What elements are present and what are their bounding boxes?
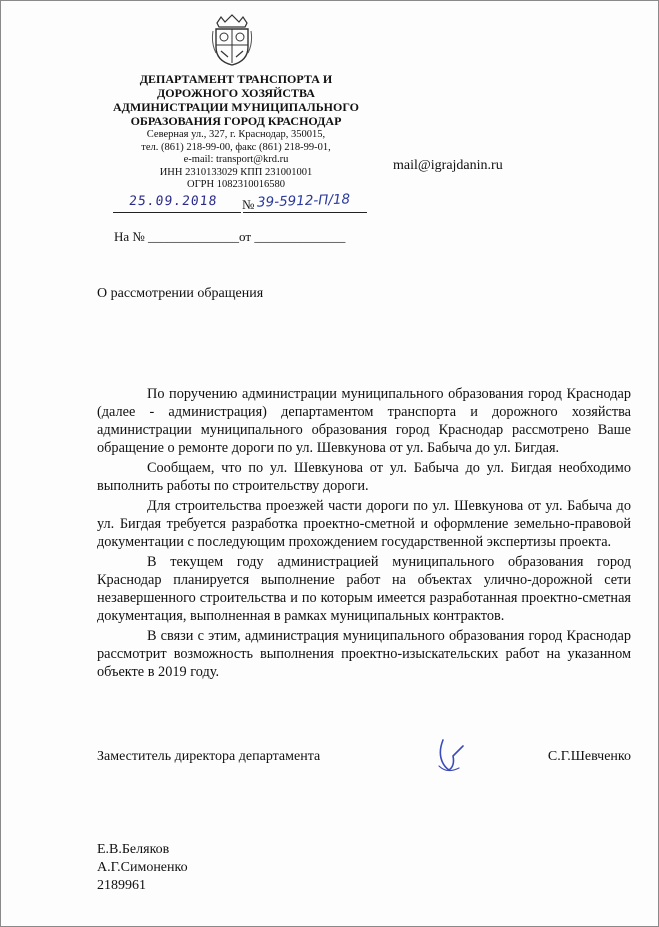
email-line: e-mail: transport@krd.ru — [183, 154, 289, 165]
executor-name: Е.В.Беляков — [97, 842, 170, 857]
body-paragraph: В связи с этим, администрация муниципального образования город Краснодар рассмотрит возможность выполнения проектно-изыскательских работ на указанном объекте в 2019 году. — [97, 628, 631, 680]
letter-body — [97, 385, 631, 683]
org-line: АДМИНИСТРАЦИИ МУНИЦИПАЛЬНОГО — [112, 100, 360, 114]
org-line: ОБРАЗОВАНИЯ ГОРОД КРАСНОДАР — [130, 114, 342, 128]
reference-line: На № ______________от ______________ — [114, 229, 346, 244]
body-paragraph: В текущем году администрацией муниципального образования город Краснодар планируется выполнение работ на объектах улично-дорожной сети незавершенного строительства и по которым имеется разработанная проектно-сметная документация, выполненная в рамках муниципальных контрактов. — [97, 554, 631, 624]
date-underline — [113, 212, 241, 213]
org-line: ДЕПАРТАМЕНТ ТРАНСПОРТА И — [139, 72, 333, 86]
org-line: ДОРОЖНОГО ХОЗЯЙСТВА — [157, 86, 315, 100]
signer-name: С.Г.Шевченко — [547, 749, 631, 764]
number-sign: № — [242, 197, 255, 212]
organization-address — [101, 129, 371, 192]
signer-position: Заместитель директора департамента — [97, 749, 321, 764]
handwritten-signature — [429, 736, 469, 776]
executor-phone: 2189961 — [97, 878, 146, 893]
number-underline — [243, 212, 367, 213]
letter-subject: О рассмотрении обращения — [97, 286, 264, 301]
registration-number: 39-5912-П/18 — [256, 191, 351, 211]
address-line: Северная ул., 327, г. Краснодар, 350015, — [146, 129, 326, 140]
inn-line: ИНН 2310133029 КПП 231001001 — [159, 166, 313, 178]
body-paragraph: По поручению администрации муниципального образования город Краснодар (далее - администрация) департаментом транспорта и дорожного хозяйства администрации муниципального образования город Краснодар рассмотрено Ваше обращение о ремонте дороги по ул. Шевкунова от ул. Бабыча до ул. Бигдая. — [97, 386, 631, 456]
registration-block — [101, 191, 371, 217]
coat-of-arms-icon — [211, 13, 253, 67]
registration-date: 25.09.2018 — [128, 194, 219, 209]
executor-name: А.Г.Симоненко — [97, 860, 188, 875]
ogrn-line: ОГРН 1082310016580 — [187, 179, 285, 190]
body-paragraph: Для строительства проезжей части дороги по ул. Шевкунова от ул. Бабыча до ул. Бигдая требуется разработка проектно-сметной и оформление земельно-правовой документации с последующим прохождением государственной экспертизы проекта. — [97, 498, 631, 550]
executors-block — [97, 841, 188, 895]
organization-name — [101, 72, 371, 128]
recipient-email: mail@igrajdanin.ru — [393, 158, 503, 173]
address-line: тел. (861) 218-99-00, факс (861) 218-99-01, — [141, 141, 331, 153]
body-paragraph: Сообщаем, что по ул. Шевкунова от ул. Бабыча до ул. Бигдая необходимо выполнить работы по строительству дороги. — [97, 460, 631, 494]
